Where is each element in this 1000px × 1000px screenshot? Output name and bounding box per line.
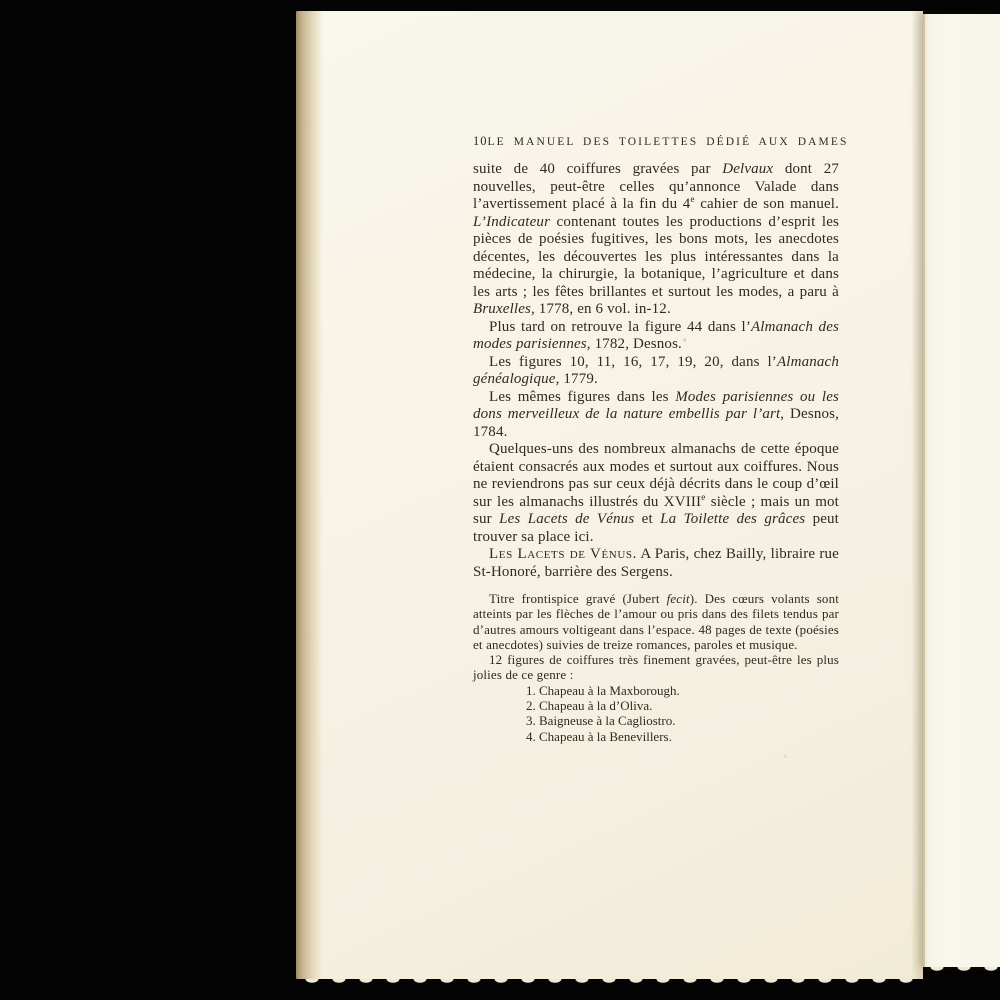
paragraph: Quelques-uns des nombreux almanachs de cette époque étaient consacrés aux modes et surtout aux coiffures. Nous ne reviendrons pas sur ceux déjà décrits dans le coup d’œil sur les almanachs illustrés du XVIIIe siècle ; mais un mot sur Les Lacets de Vénus et La Toilette des grâces peut trouver sa place ici.	[473, 441, 840, 545]
list-item: 4. Chapeau à la Benevillers.	[526, 728, 672, 744]
paragraph: suite de 40 coiffures gravées par Delvaux dont 27 nouvelles, peut-être celles qu’annonce Valade dans l’avertissement placé à la fin du 4e cahier de son manuel. L’Indicateur contenant toutes les productions d’esprit les pièces de poésies fugitives, les bons mots, les anecdotes décentes, les découvertes les plus intéressantes dans la médecine, la chirurgie, la botanique, l’agriculture et dans les arts ; les fêtes brillantes et surtout les modes, a paru à Bruxelles, 1778, en 6 vol. in-12.	[473, 161, 839, 317]
page-number: 10	[473, 134, 488, 148]
next-page-deckle-edge	[925, 967, 1000, 976]
running-title: LE MANUEL DES TOILETTES DÉDIÉ AUX DAMES	[487, 136, 849, 148]
paragraph: Les figures 10, 11, 16, 17, 19, 20, dans l’Almanach généalogique, 1779.	[473, 353, 839, 387]
list-item: 3. Baigneuse à la Cagliostro.	[526, 713, 676, 729]
page-text-block	[473, 134, 849, 744]
page-fold-shadow	[911, 11, 923, 979]
list-item: 1. Chapeau à la Maxborough.	[526, 682, 680, 698]
fine-print-section	[473, 591, 839, 744]
paragraph: Les Lacets de Vénus. A Paris, chez Bailly, libraire rue St-Honoré, barrière des Sergens.	[473, 546, 839, 580]
page-gutter-edge	[296, 11, 323, 979]
coiffure-list	[473, 683, 839, 744]
page-header	[473, 134, 849, 149]
paragraph: Plus tard on retrouve la figure 44 dans l’Almanach des modes parisiennes, 1782, Desnos.	[473, 318, 839, 352]
paragraph: Titre frontispice gravé (Jubert fecit). Des cœurs volants sont atteints par les flèches de l’amour ou pris dans des filets tendus par d’autres amours voltigeant dans l’espace. 48 pages de texte (poésies et anecdotes) suivies de treize romances, paroles et musique.	[473, 591, 839, 652]
paragraph: 12 figures de coiffures très finement gravées, peut-être les plus jolies de ce genre :	[473, 652, 839, 683]
list-item: 2. Chapeau à la d’Oliva.	[526, 698, 653, 714]
body-text	[473, 161, 839, 581]
page-bottom-deckle-edge	[300, 979, 921, 988]
next-page-edge	[923, 14, 1000, 967]
book-page	[296, 11, 923, 979]
paragraph: Les mêmes figures dans les Modes parisiennes ou les dons merveilleux de la nature embellis par l’art, Desnos, 1784.	[473, 388, 840, 440]
